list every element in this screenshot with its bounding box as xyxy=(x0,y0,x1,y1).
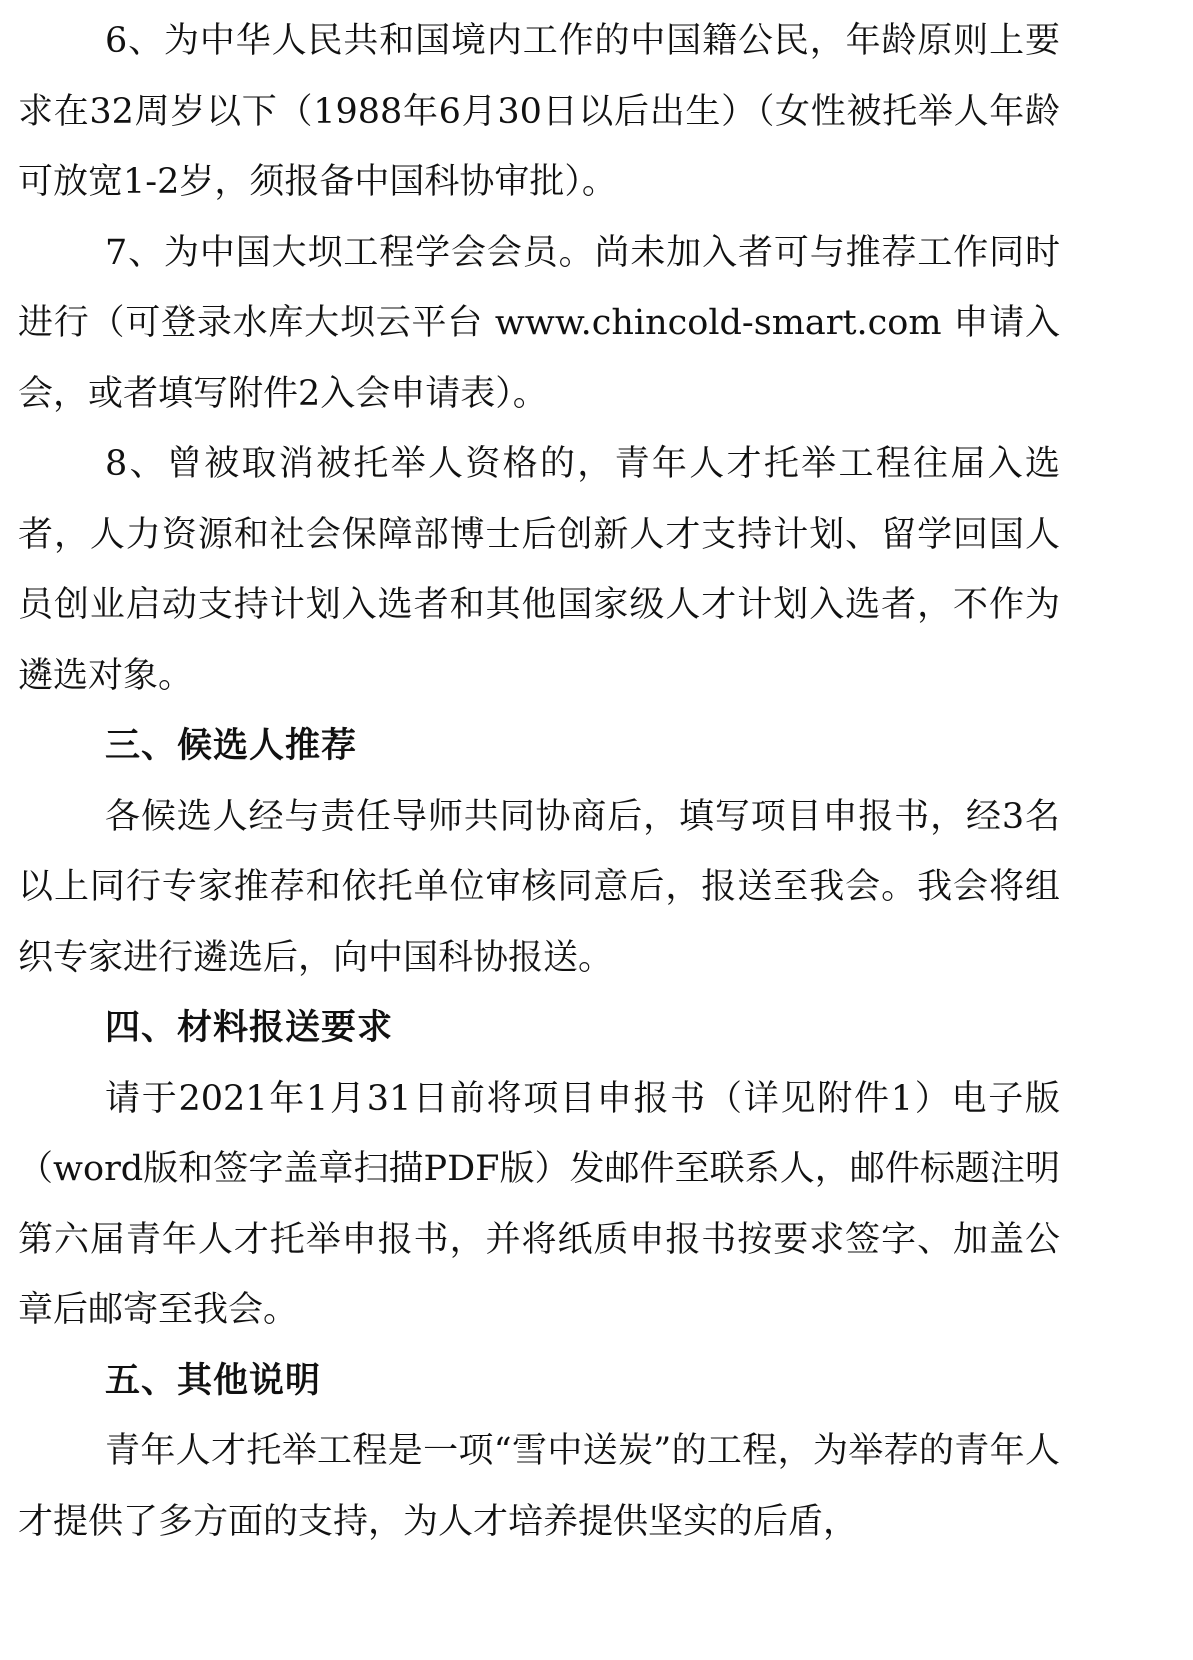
paragraph-item-8: 8、曾被取消被托举人资格的，青年人才托举工程往届入选者，人力资源和社会保障部博士后创新人才支持计划、留学回国人员创业启动支持计划入选者和其他国家级人才计划入选者，不作为遴选对象。 xyxy=(18,444,1060,696)
document-page xyxy=(18,6,1060,1557)
section-heading-submission-requirements: 四、材料报送要求 xyxy=(105,1008,394,1048)
paragraph-item-7: 7、为中国大坝工程学会会员。尚未加入者可与推荐工作同时进行（可登录水库大坝云平台 www.chincold-smart.com 申请入会，或者填写附件2入会申请表）。 xyxy=(18,232,1060,414)
paragraph-item-6: 6、为中华人民共和国境内工作的中国籍公民，年龄原则上要求在32周岁以下（1988年6月30日以后出生）（女性被托举人年龄可放宽1-2岁，须报备中国科协审批）。 xyxy=(18,21,1060,202)
section-heading-other-notes: 五、其他说明 xyxy=(105,1360,322,1401)
section-heading-candidate-recommendation: 三、候选人推荐 xyxy=(105,726,358,766)
paragraph-candidate-recommendation: 各候选人经与责任导师共同协商后，填写项目申报书，经3名以上同行专家推荐和依托单位审核同意后，报送至我会。我会将组织专家进行遴选后，向中国科协报送。 xyxy=(18,796,1060,978)
paragraph-submission-requirements: 请于2021年1月31日前将项目申报书（详见附件1）电子版（word版和签字盖章扫描PDF版）发邮件至联系人，邮件标题注明第六届青年人才托举申报书，并将纸质申报书按要求签字、加盖公章后邮寄至我会。 xyxy=(18,1078,1060,1330)
paragraph-other-notes: 青年人才托举工程是一项“雪中送炭”的工程，为举荐的青年人才提供了多方面的支持，为人才培养提供坚实的后盾， xyxy=(18,1431,1060,1542)
